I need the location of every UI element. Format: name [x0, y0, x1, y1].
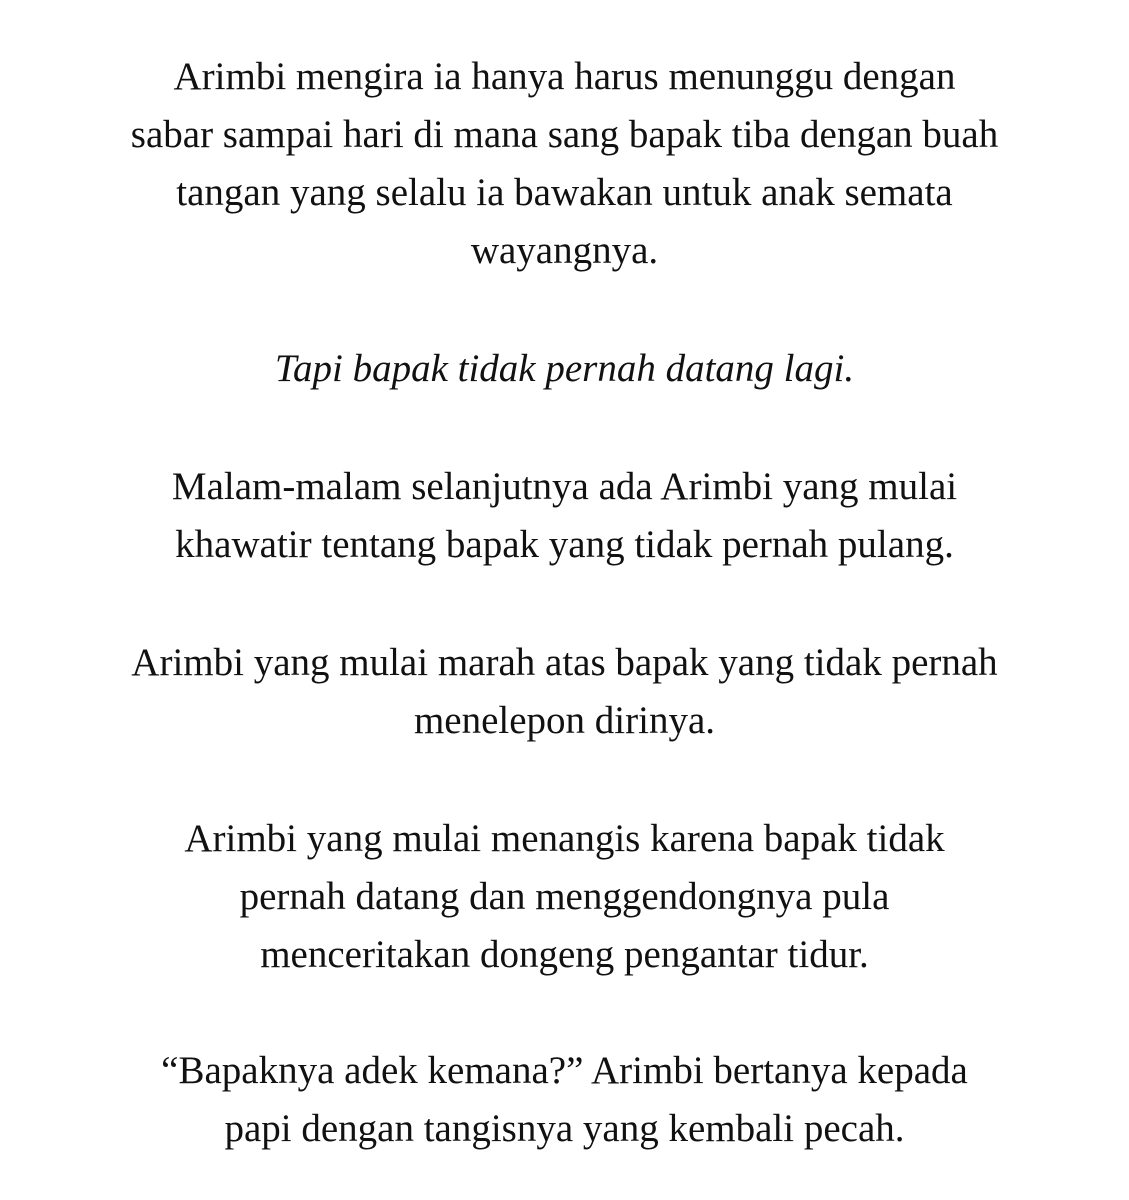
paragraph-line: menceritakan dongeng pengantar tidur.: [260, 933, 869, 976]
paragraph-line: khawatir tentang bapak yang tidak pernah pulang.: [175, 523, 954, 566]
paragraph-1: [40, 48, 1089, 280]
paragraph-4: [40, 634, 1089, 750]
paragraph-line: papi dengan tangisnya yang kembali pecah.: [224, 1107, 905, 1150]
paragraph-line: Malam-malam selanjutnya ada Arimbi yang mulai: [171, 465, 958, 508]
paragraph-line: “Bapaknya adek kemana?” Arimbi bertanya kepada: [161, 1049, 968, 1092]
paragraph-5: [40, 810, 1089, 984]
paragraph-line: wayangnya.: [470, 229, 659, 272]
paragraph-line: Arimbi mengira ia hanya harus menunggu dengan: [173, 55, 956, 98]
paragraph-6: [40, 1042, 1089, 1158]
paragraph-line: Arimbi yang mulai marah atas bapak yang tidak pernah: [131, 641, 998, 684]
paragraph-line: Arimbi yang mulai menangis karena bapak tidak: [184, 817, 945, 860]
paragraph-line: tangan yang selalu ia bawakan untuk anak semata: [176, 171, 953, 214]
paragraph-line: sabar sampai hari di mana sang bapak tiba dengan buah: [130, 113, 999, 156]
paragraph-line: pernah datang dan menggendongnya pula: [239, 875, 890, 918]
paragraph-3: [40, 458, 1089, 574]
paragraph-line: Tapi bapak tidak pernah datang lagi.: [274, 347, 855, 390]
paragraph-2-italic: [40, 340, 1089, 398]
paragraph-line: menelepon dirinya.: [413, 699, 716, 742]
